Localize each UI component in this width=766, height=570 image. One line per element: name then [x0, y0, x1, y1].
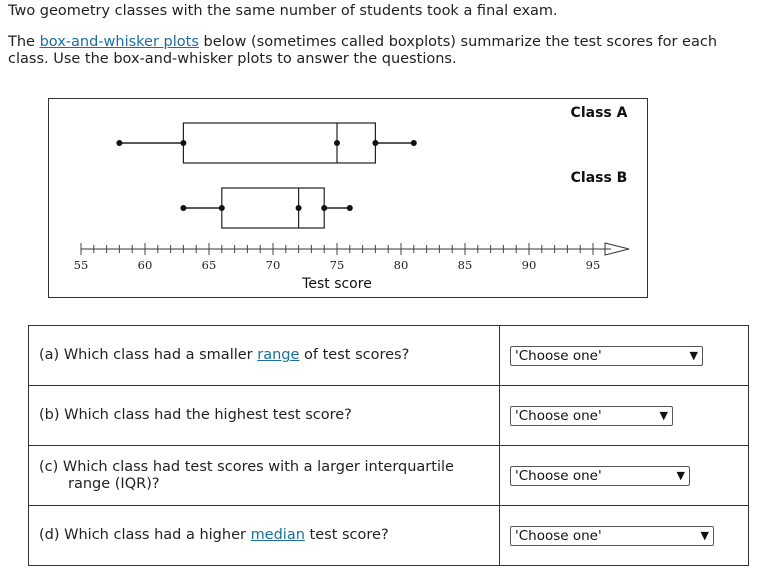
- answer-select-c[interactable]: [510, 466, 690, 486]
- intro-line-2: [8, 34, 758, 68]
- median-link[interactable]: median: [250, 527, 305, 543]
- tick-label-55: 55: [73, 258, 89, 272]
- question-b-text: Which class had the highest test score?: [64, 407, 352, 423]
- chevron-down-icon: ▼: [700, 528, 709, 542]
- boxplot-link[interactable]: box-and-whisker plots: [39, 34, 199, 50]
- answer-select-b[interactable]: [510, 406, 673, 426]
- class-a-label: Class A: [570, 105, 628, 121]
- tick-label-95: 95: [585, 258, 601, 272]
- tick-label-70: 70: [265, 258, 281, 272]
- answer-select-a[interactable]: [510, 346, 703, 366]
- question-a-text: Which class had a smaller: [63, 347, 258, 363]
- question-a-letter: (a): [39, 347, 60, 363]
- answer-select-b-value: 'Choose one': [515, 407, 602, 424]
- tick-label-85: 85: [457, 258, 473, 272]
- boxplot-svg: [49, 99, 649, 299]
- intro-text-pre: The: [8, 34, 40, 50]
- question-row-d: [29, 506, 749, 566]
- answer-select-d[interactable]: [510, 526, 714, 546]
- answer-cell-a: [500, 326, 749, 386]
- question-a-text-end: of test scores?: [299, 347, 410, 363]
- class-b-label: Class B: [570, 170, 628, 186]
- question-d-letter: (d): [39, 527, 60, 543]
- question-row-b: [29, 386, 749, 446]
- question-row-a: [29, 326, 749, 386]
- class-a-max-point: [411, 140, 417, 146]
- question-a: [29, 326, 500, 386]
- chevron-down-icon: ▼: [659, 408, 668, 422]
- question-c-text: Which class had test scores with a larger interquartile range (IQR)?: [62, 458, 454, 492]
- class-b-q3-point: [321, 205, 327, 211]
- question-c-letter: (c): [39, 458, 59, 475]
- answer-select-a-value: 'Choose one': [515, 347, 602, 364]
- questions-table: [28, 325, 749, 566]
- tick-label-60: 60: [137, 258, 153, 272]
- question-c: [29, 446, 500, 506]
- class-a-q3-point: [372, 140, 378, 146]
- class-a-box: [183, 123, 375, 163]
- boxplot-chart: [48, 98, 648, 298]
- class-b-min-point: [180, 205, 186, 211]
- range-link[interactable]: range: [257, 347, 300, 363]
- class-b-max-point: [347, 205, 353, 211]
- question-row-c: [29, 446, 749, 506]
- tick-label-90: 90: [521, 258, 537, 272]
- answer-cell-c: [500, 446, 749, 506]
- x-axis-label: Test score: [302, 276, 372, 292]
- chevron-down-icon: ▼: [689, 348, 698, 362]
- class-a-q1-point: [180, 140, 186, 146]
- chevron-down-icon: ▼: [676, 468, 685, 482]
- class-b-q1-point: [219, 205, 225, 211]
- intro-text-post: below (sometimes called boxplots) summarize the test scores for each class. Use the box-and-whisker plots to answer the questions.: [8, 34, 718, 67]
- answer-cell-b: [500, 386, 749, 446]
- question-d: [29, 506, 500, 566]
- question-d-text: Which class had a higher: [64, 527, 251, 543]
- tick-label-80: 80: [393, 258, 409, 272]
- answer-select-d-value: 'Choose one': [515, 527, 602, 544]
- tick-label-75: 75: [329, 258, 345, 272]
- intro-line-1: Two geometry classes with the same number of students took a final exam.: [8, 3, 558, 19]
- question-b-letter: (b): [39, 407, 60, 423]
- question-d-text-end: test score?: [304, 527, 389, 543]
- question-b: [29, 386, 500, 446]
- answer-select-c-value: 'Choose one': [515, 467, 602, 484]
- class-b-box: [222, 188, 324, 228]
- class-b-median-point: [296, 205, 302, 211]
- answer-cell-d: [500, 506, 749, 566]
- tick-label-65: 65: [201, 258, 217, 272]
- class-a-median-point: [334, 140, 340, 146]
- class-a-min-point: [116, 140, 122, 146]
